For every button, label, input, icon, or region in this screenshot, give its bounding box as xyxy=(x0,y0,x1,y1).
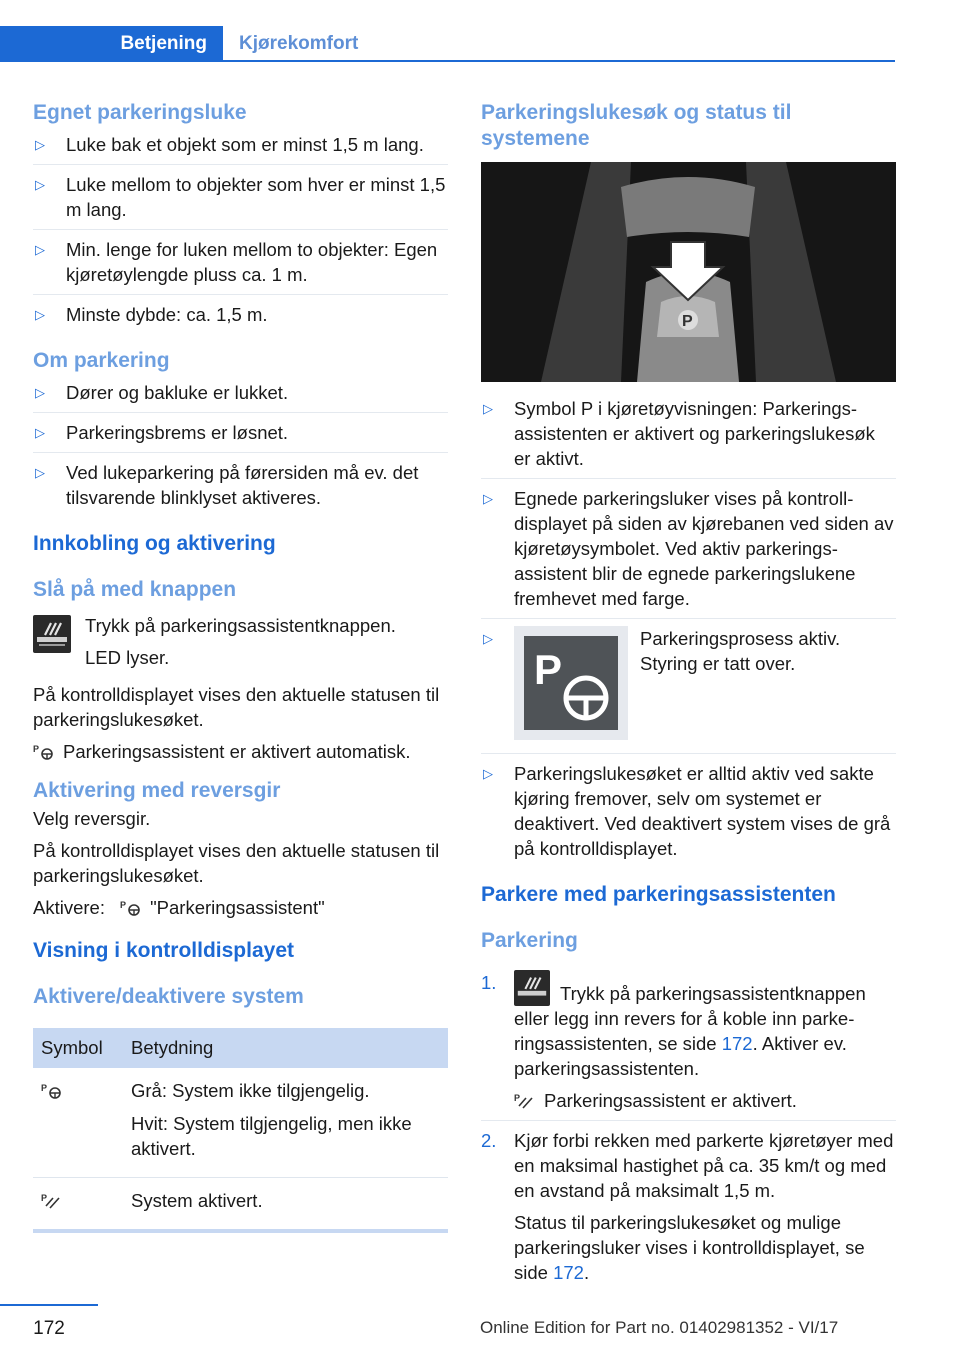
list-item: ▷ Symbol P i kjøretøyvisningen: Parkeringsassistenten er aktivert og parkeringslukesøk er aktivt. xyxy=(481,396,896,479)
steering-parking-icon xyxy=(514,626,628,740)
step1-sub: P Parkeringsassistent er aktivert. xyxy=(514,1090,797,1111)
bullet-triangle-icon: ▷ xyxy=(483,401,493,416)
list-item: ▷ Dører og bakluke er lukket. xyxy=(33,380,448,413)
footer-edition: Online Edition for Part no. 01402981352 - VI/17 xyxy=(480,1318,839,1337)
steps-list xyxy=(481,970,896,1292)
auto-text-row: P Parkeringsassistent er aktivert automatisk. xyxy=(33,741,411,762)
parking-assistant-active-icon xyxy=(41,1191,63,1209)
svg-text:P: P xyxy=(41,1193,48,1203)
revers-line: Velg reversgir. xyxy=(33,808,151,829)
svg-text:P: P xyxy=(33,744,40,754)
sok-list xyxy=(481,396,896,868)
bullet-triangle-icon: ▷ xyxy=(35,465,45,480)
table-row xyxy=(33,1178,448,1232)
parking-assistant-active-icon xyxy=(514,1091,536,1109)
prosess-line-2: Styring er tatt over. xyxy=(640,653,796,674)
section-title-aktdeakt: Aktivere/deaktivere system xyxy=(33,985,304,1008)
svg-text:P: P xyxy=(41,1083,48,1093)
bullet-triangle-icon: ▷ xyxy=(483,766,493,781)
list-item: ▷ Parkeringslukesøket er alltid aktiv ved sakte kjøring fremover, selv om systemet er deaktivert. Ved deaktivert system vises de grå på kontrolldisplayet. xyxy=(483,763,891,859)
aktivere-row: Aktivere: P "Parkeringsassistent" xyxy=(33,897,325,918)
list-item: ▷ Egnede parkeringsluker vises på kontrolldisplayet på siden av kjørebanen ved siden av kjøretøysymbolet. Ved aktiv parkeringsassistent blir de egnede parkeringslukene fremhevet med farge. xyxy=(481,486,896,619)
section-title-parkering: Parkering xyxy=(481,929,578,952)
step2-sub: Status til parkeringslukesøket og mulige parkeringsluker vises i kontrolldisplayet, se side 172. xyxy=(514,1212,865,1283)
step-item: 2. Kjør forbi rekken med parkerte kjøretøyer med en maksimal hastighet på ca. 35 km/t og med en avstand på maksimalt 1,5 m. Status til parkeringslukesøket og mulige parkeringsluker vises i kontrolldisplayet, se side 172. xyxy=(481,1128,896,1292)
symbol-table xyxy=(33,1028,448,1233)
list-item: ▷ Luke mellom to objekter som hver er minst 1,5 m lang. xyxy=(33,172,448,230)
parking-assistant-symbol-icon xyxy=(120,898,142,916)
revers-status: På kontrolldisplayet vises den aktuelle statusen til parkeringslukesøket. xyxy=(33,840,440,886)
bullet-triangle-icon: ▷ xyxy=(35,425,45,440)
header-rule xyxy=(0,60,895,62)
list-item: ▷ Minste dybde: ca. 1,5 m. xyxy=(35,304,268,325)
vehicle-display-image xyxy=(481,162,896,382)
svg-text:P: P xyxy=(534,646,563,693)
parking-assistant-symbol-icon xyxy=(41,1081,63,1099)
step-number: 2. xyxy=(481,1130,497,1151)
page-link[interactable]: 172 xyxy=(553,1262,584,1283)
bullet-triangle-icon: ▷ xyxy=(35,307,45,322)
page-link[interactable]: 172 xyxy=(721,1033,753,1054)
bullet-triangle-icon: ▷ xyxy=(35,137,45,152)
tab-kjorekomfort[interactable]: Kjørekomfort xyxy=(239,33,359,54)
slaa-line-2: LED lyser. xyxy=(85,647,170,668)
list-item: ▷ Luke bak et objekt som er minst 1,5 m lang. xyxy=(33,132,448,165)
right-column xyxy=(481,100,896,1299)
page-number: 172 xyxy=(0,1304,98,1340)
parking-assistant-symbol-icon xyxy=(33,742,55,760)
tab-betjening[interactable]: Betjening xyxy=(0,26,223,62)
section-title-egnet: Egnet parkeringsluke xyxy=(33,101,247,124)
bullet-triangle-icon: ▷ xyxy=(35,242,45,257)
egnet-list xyxy=(33,132,448,334)
bullet-triangle-icon: ▷ xyxy=(35,385,45,400)
table-header-betydning: Betydning xyxy=(123,1028,448,1068)
section-title-sok: Parkeringslukesøk og status til systemene xyxy=(481,101,792,150)
svg-text:P: P xyxy=(514,1093,521,1103)
section-title-om: Om parkering xyxy=(33,349,170,372)
svg-text:P: P xyxy=(682,313,693,330)
step-number: 1. xyxy=(481,972,497,993)
table-cell-text: System aktivert. xyxy=(131,1190,263,1211)
bullet-triangle-icon: ▷ xyxy=(35,177,45,192)
header-tabs xyxy=(0,26,895,62)
section-title-revers: Aktivering med reversgir xyxy=(33,779,281,802)
bullet-triangle-icon: ▷ xyxy=(483,631,493,646)
svg-text:P: P xyxy=(120,900,127,910)
table-row xyxy=(33,1068,448,1178)
list-item: ▷ Parkeringsbrems er løsnet. xyxy=(33,420,448,453)
slaa-line-1: Trykk på parkeringsassistentknappen. xyxy=(85,615,396,636)
section-title-visning: Visning i kontrolldisplayet xyxy=(33,939,294,962)
parking-assistant-button-icon xyxy=(514,970,550,1006)
list-item: ▷ Ved lukeparkering på førersiden må ev. det tilsvarende blinklyset aktiveres. xyxy=(35,462,419,508)
status-text: På kontrolldisplayet vises den aktuelle statusen til parkeringslukesøket. xyxy=(33,684,440,730)
section-title-parkere: Parkere med parkeringsassistenten xyxy=(481,883,836,906)
step-item: 1. Trykk på parkeringsassistentknappen eller legg inn revers for å koble inn parkeringsassistenten, se side 172. Aktiver ev. parkeringsassistenten. P Parkeringsassistent er aktivert. xyxy=(481,970,896,1121)
prosess-line-1: Parkeringsprosess aktiv. xyxy=(640,628,841,649)
left-column xyxy=(33,100,448,1233)
om-list xyxy=(33,380,448,517)
table-cell-text: Grå: System ikke tilgjengelig. xyxy=(131,1080,370,1101)
list-item xyxy=(481,626,896,754)
section-title-slaa: Slå på med knappen xyxy=(33,578,237,601)
bullet-triangle-icon: ▷ xyxy=(483,491,493,506)
parking-assistant-button-icon xyxy=(33,615,71,653)
table-cell-text: Hvit: System tilgjengelig, men ikke aktivert. xyxy=(131,1113,412,1159)
button-instruction xyxy=(33,613,448,670)
section-title-innkobling: Innkobling og aktivering xyxy=(33,532,276,555)
table-header-symbol: Symbol xyxy=(33,1028,123,1068)
list-item: ▷ Min. lenge for luken mellom to objekter: Egen kjøretøylengde pluss ca. 1 m. xyxy=(33,237,448,295)
